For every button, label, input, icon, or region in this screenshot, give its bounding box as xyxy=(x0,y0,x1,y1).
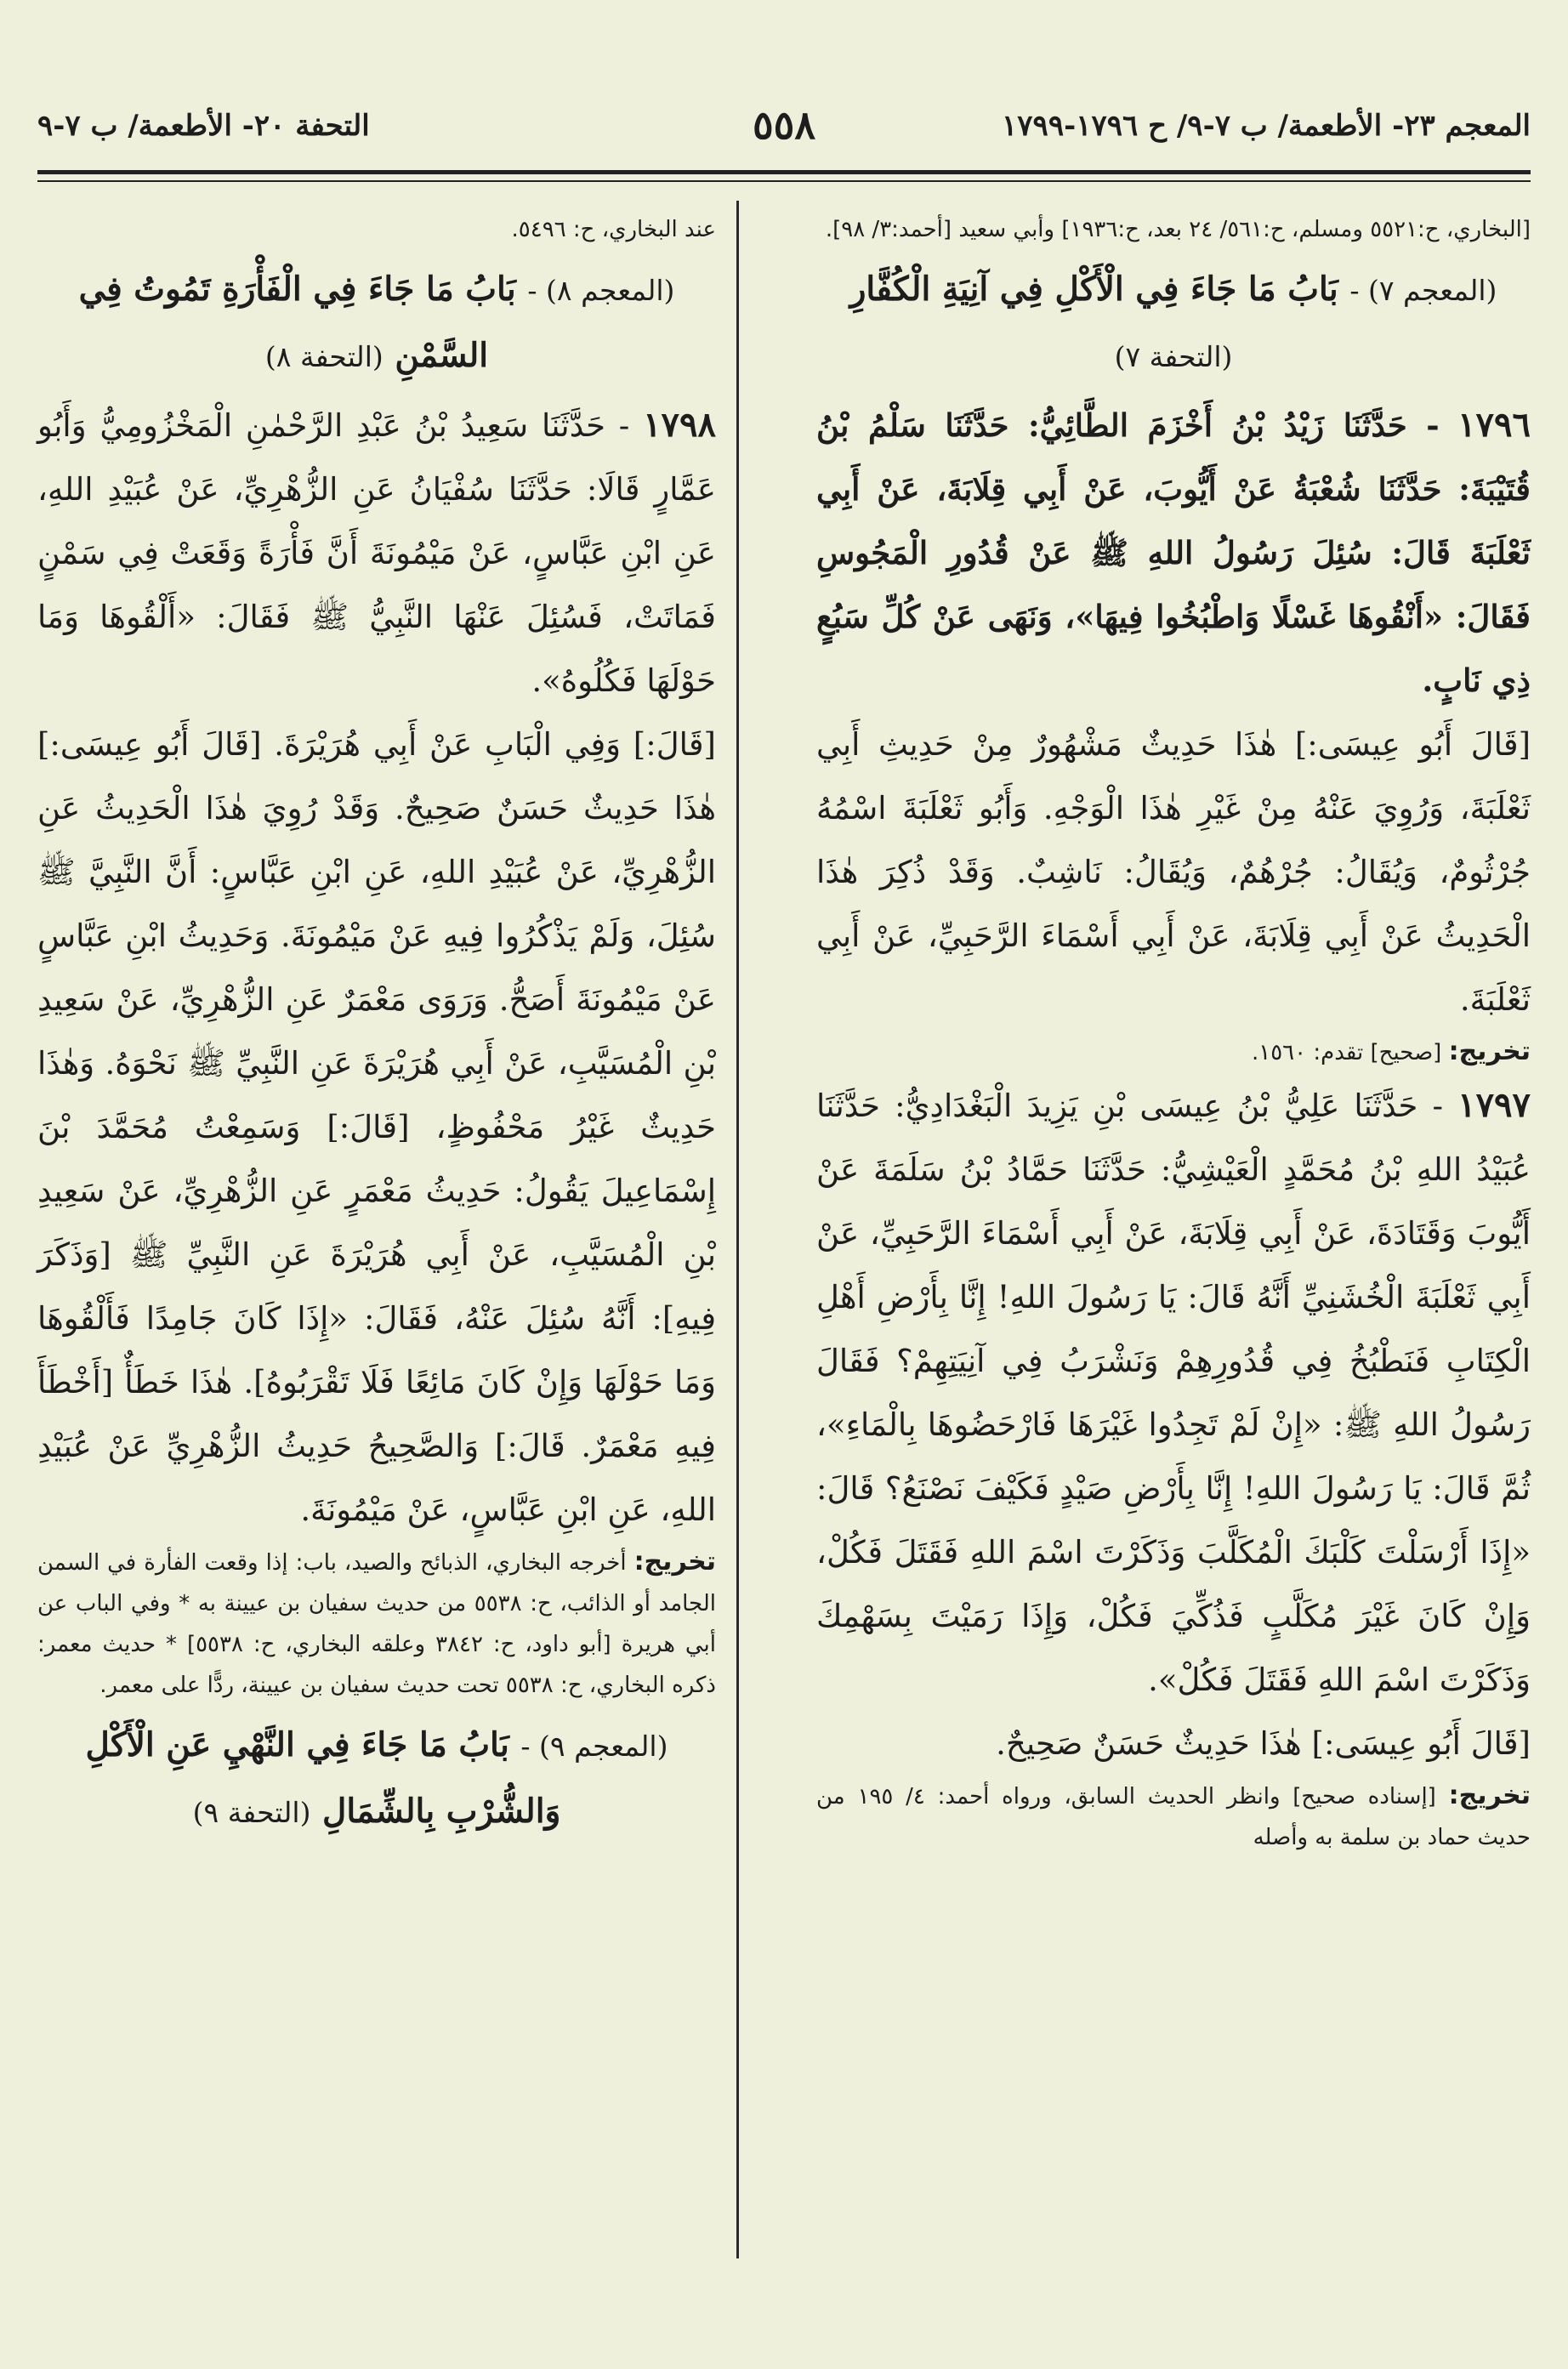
chapter-7-tag-open: (المعجم ٧) - xyxy=(1349,274,1497,307)
hadith-1798-comment: [قَالَ:] وَفِي الْبَابِ عَنْ أَبِي هُرَيْرَةَ. [قَالَ أَبُو عِيسَى:] هٰذَا حَدِيثٌ حَسَنٌ صَحِيحٌ. وَقَدْ رُوِيَ هٰذَا الْحَدِيثُ عَنِ الزُّهْرِيِّ، عَنْ عُبَيْدِ اللهِ، عَنِ ابْنِ عَبَّاسٍ: أَنَّ النَّبِيَّ ﷺ سُئِلَ، وَلَمْ يَذْكُرُوا فِيهِ عَنْ مَيْمُونَةَ. وَحَدِيثُ ابْنِ عَبَّاسٍ عَنْ مَيْمُونَةَ أَصَحُّ. وَرَوَى مَعْمَرٌ عَنِ الزُّهْرِيِّ، عَنْ سَعِيدِ بْنِ الْمُسَيَّبِ، عَنْ أَبِي هُرَيْرَةَ عَنِ النَّبِيِّ ﷺ نَحْوَهُ. وَهٰذَا حَدِيثٌ غَيْرُ مَحْفُوظٍ، [قَالَ:] وَسَمِعْتُ مُحَمَّدَ بْنَ إِسْمَاعِيلَ يَقُولُ: حَدِيثُ مَعْمَرٍ عَنِ الزُّهْرِيِّ، عَنْ سَعِيدِ بْنِ الْمُسَيَّبِ، عَنْ أَبِي هُرَيْرَةَ عَنِ النَّبِيِّ ﷺ [وَذَكَرَ فِيهِ]: أَنَّهُ سُئِلَ عَنْهُ، فَقَالَ: «إِذَا كَانَ جَامِدًا فَأَلْقُوهَا وَمَا حَوْلَهَا وَإِنْ كَانَ مَائِعًا فَلَا تَقْرَبُوهُ]. هٰذَا خَطَأٌ [أَخْطَأَ فِيهِ مَعْمَرٌ. قَالَ:] وَالصَّحِيحُ حَدِيثُ الزُّهْرِيِّ عَنْ عُبَيْدِ اللهِ، عَنِ ابْنِ عَبَّاسٍ، عَنْ مَيْمُونَةَ. xyxy=(37,726,716,1528)
hadith-number: ١٧٩٦ xyxy=(1457,405,1531,445)
chapter-8-title: بَابُ مَا جَاءَ فِي الْفَأْرَةِ تَمُوتُ فِي السَّمْنِ xyxy=(78,270,516,375)
hadith-1797-comment: [قَالَ أَبُو عِيسَى:] هٰذَا حَدِيثٌ حَسَنٌ صَحِيحٌ. xyxy=(996,1725,1531,1762)
takhrij-label: تخريج: xyxy=(633,1547,716,1576)
hadith-text: - حَدَّثَنَا عَلِيُّ بْنُ عِيسَى بْنِ يَزِيدَ الْبَغْدَادِيُّ: حَدَّثَنَا عُبَيْدُ اللهِ بْنُ مُحَمَّدٍ الْعَيْشِيُّ: حَدَّثَنَا حَمَّادُ بْنُ سَلَمَةَ عَنْ أَيُّوبَ وَقَتَادَةَ، عَنْ أَبِي قِلَابَةَ، عَنْ أَبِي أَسْمَاءَ الرَّحَبِيِّ، عَنْ أَبِي ثَعْلَبَةَ الْخُشَنِيِّ أَنَّهُ قَالَ: يَا رَسُولَ اللهِ! إِنَّا بِأَرْضِ أَهْلِ الْكِتَابِ فَنَطْبُخُ فِي قُدُورِهِمْ وَنَشْرَبُ فِي آنِيَتِهِمْ؟ فَقَالَ رَسُولُ اللهِ ﷺ: «إِنْ لَمْ تَجِدُوا غَيْرَهَا فَارْحَضُوهَا بِالْمَاءِ»، ثُمَّ قَالَ: يَا رَسُولَ اللهِ! إِنَّا بِأَرْضِ صَيْدٍ فَكَيْفَ نَصْنَعُ؟ قَالَ: «إِذَا أَرْسَلْتَ كَلْبَكَ الْمُكَلَّبَ وَذَكَرْتَ اسْمَ اللهِ فَقَتَلَ فَكُلْ، وَإِنْ كَانَ غَيْرَ مُكَلَّبٍ فَذُكِّيَ فَكُلْ، وَإِذَا رَمَيْتَ بِسَهْمِكَ وَذَكَرْتَ اسْمَ اللهِ فَقَتَلَ فَكُلْ». xyxy=(816,1088,1531,1698)
takhrij-label: تخريج: xyxy=(1448,1037,1531,1066)
header-chapter-reference: المعجم ٢٣- الأطعمة/ ب ٧-٩/ ح ١٧٩٦-١٧٩٩ xyxy=(1002,109,1531,143)
hadith-1798-takhrij xyxy=(37,1542,716,1706)
intro-footnote-left: عند البخاري، ح: ٥٤٩٦. xyxy=(511,217,716,242)
takhrij-text: أخرجه البخاري، الذبائح والصيد، باب: إذا وقعت الفأرة في السمن الجامد أو الذائب، ح: ٥٥٣٨ من حديث سفيان بن عيينة به * وفي الباب عن أبي هريرة [أبو داود، ح: ٣٨٤٢ وعلقه البخاري، ح: ٥٥٣٨] * حديث معمر: ذكره البخاري، ح: ٥٥٣٨ تحت حديث سفيان بن عيينة، ردًّا على معمر. xyxy=(37,1550,716,1698)
left-column xyxy=(37,209,716,1849)
header-tuhfa-reference: التحفة ٢٠- الأطعمة/ ب ٧-٩ xyxy=(37,109,370,143)
chapter-7-title: بَابُ مَا جَاءَ فِي الْأَكْلِ فِي آنِيَةِ الْكُفَّارِ xyxy=(849,270,1338,309)
header-rule-thick xyxy=(37,170,1531,174)
hadith-1797 xyxy=(816,1073,1531,1712)
running-header xyxy=(37,102,1531,162)
hadith-1796 xyxy=(816,393,1531,713)
takhrij-text: [إسناده صحيح] وانظر الحديث السابق، ورواه أحمد: ٤/ ١٩٥ من حديث حماد بن سلمة به وأصله xyxy=(816,1784,1531,1850)
hadith-text: - حَدَّثَنَا زَيْدُ بْنُ أَخْزَمَ الطَّائِيُّ: حَدَّثَنَا سَلْمُ بْنُ قُتَيْبَةَ: حَدَّثَنَا شُعْبَةُ عَنْ أَيُّوبَ، عَنْ أَبِي قِلَابَةَ، عَنْ أَبِي ثَعْلَبَةَ قَالَ: سُئِلَ رَسُولُ اللهِ ﷺ عَنْ قُدُورِ الْمَجُوسِ فَقَالَ: «أَنْقُوهَا غَسْلًا وَاطْبُخُوا فِيهَا»، وَنَهَى عَنْ كُلِّ سَبُعٍ ذِي نَابٍ. xyxy=(816,406,1531,699)
hadith-1798 xyxy=(37,393,716,713)
chapter-9-heading xyxy=(37,1713,716,1845)
chapter-7-tag-close: (التحفة ٧) xyxy=(1114,340,1233,373)
hadith-number: ١٧٩٨ xyxy=(643,405,716,445)
chapter-9-tag-close: (التحفة ٩) xyxy=(192,1796,311,1829)
chapter-7-heading xyxy=(816,257,1531,389)
hadith-text: - حَدَّثَنَا سَعِيدُ بْنُ عَبْدِ الرَّحْمٰنِ الْمَخْزُومِيُّ وَأَبُو عَمَّارٍ قَالَا: حَدَّثَنَا سُفْيَانُ عَنِ الزُّهْرِيِّ، عَنْ عُبَيْدِ اللهِ، عَنِ ابْنِ عَبَّاسٍ، عَنْ مَيْمُونَةَ أَنَّ فَأْرَةً وَقَعَتْ فِي سَمْنٍ فَمَاتَتْ، فَسُئِلَ عَنْهَا النَّبِيُّ ﷺ فَقَالَ: «أَلْقُوهَا وَمَا حَوْلَهَا فَكُلُوهُ». xyxy=(37,407,716,699)
column-divider xyxy=(736,201,739,2258)
hadith-1797-takhrij xyxy=(816,1775,1531,1858)
right-column xyxy=(798,209,1531,1858)
chapter-8-tag-open: (المعجم ٨) - xyxy=(527,274,675,307)
chapter-9-tag-open: (المعجم ٩) - xyxy=(520,1730,668,1763)
hadith-number: ١٧٩٧ xyxy=(1457,1085,1531,1125)
hadith-1796-takhrij xyxy=(816,1031,1531,1073)
intro-footnote-right: [البخاري، ح:٥٥٢١ ومسلم، ح:٥٦١/ ٢٤ بعد، ح:١٩٣٦] وأبي سعيد [أحمد:٣/ ٩٨]. xyxy=(825,217,1531,242)
header-rule-thin xyxy=(37,180,1531,182)
hadith-1796-comment: [قَالَ أَبُو عِيسَى:] هٰذَا حَدِيثٌ مَشْهُورٌ مِنْ حَدِيثِ أَبِي ثَعْلَبَةَ، وَرُوِيَ عَنْهُ مِنْ غَيْرِ هٰذَا الْوَجْهِ. وَأَبُو ثَعْلَبَةَ اسْمُهُ جُرْثُومٌ، وَيُقَالُ: جُرْهُمٌ، وَيُقَالُ: نَاشِبٌ. وَقَدْ ذُكِرَ هٰذَا الْحَدِيثُ عَنْ أَبِي قِلَابَةَ، عَنْ أَبِي أَسْمَاءَ الرَّحَبِيِّ، عَنْ أَبِي ثَعْلَبَةَ. xyxy=(816,726,1531,1018)
chapter-8-heading xyxy=(37,257,716,389)
chapter-9-title: بَابُ مَا جَاءَ فِي النَّهْيِ عَنِ الْأَكْلِ وَالشُّرْبِ بِالشِّمَالِ xyxy=(85,1725,561,1831)
chapter-8-tag-close: (التحفة ٨) xyxy=(264,340,383,373)
takhrij-text: [صحيح] تقدم: ١٥٦٠. xyxy=(1251,1040,1442,1065)
takhrij-label: تخريج: xyxy=(1448,1781,1531,1810)
page-number: ٥٥٨ xyxy=(752,102,816,148)
